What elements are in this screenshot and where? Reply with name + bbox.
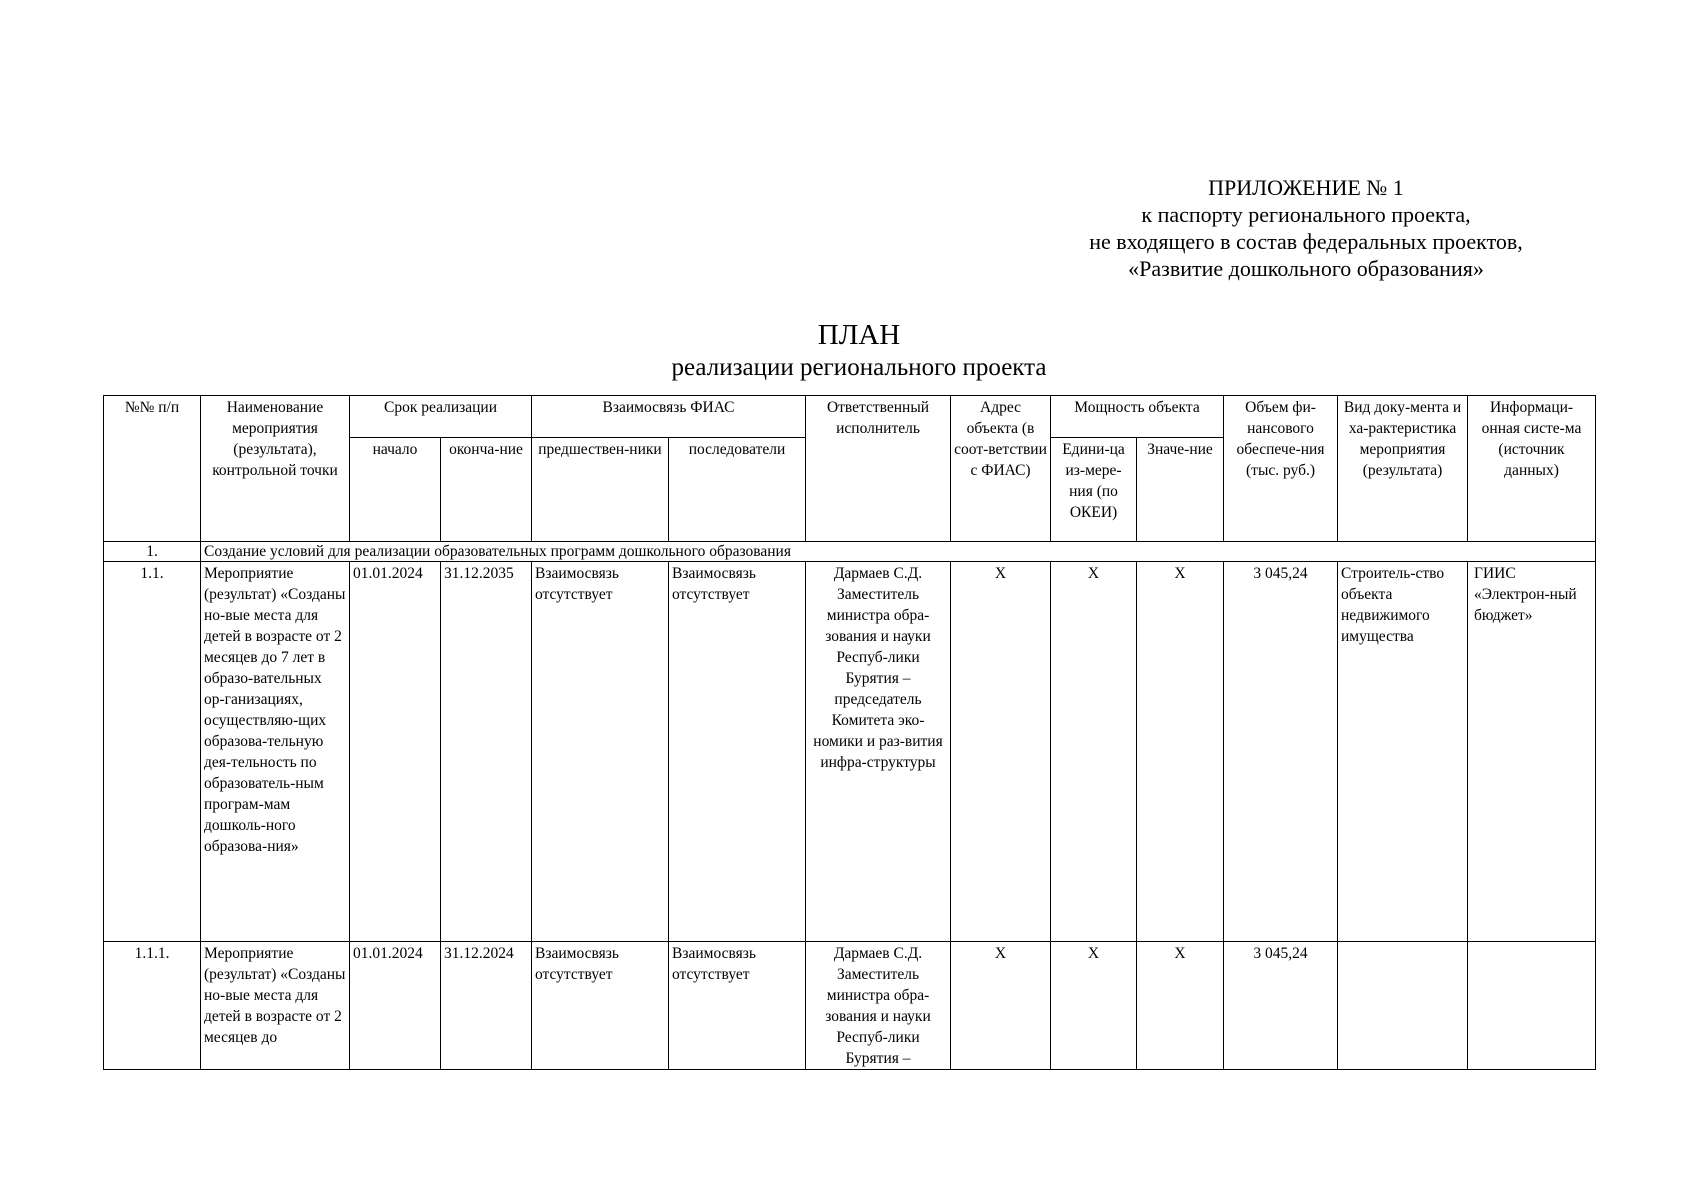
header-capacity-unit: Едини-ца из-мере-ния (по ОКЕИ) xyxy=(1051,438,1137,542)
table-row xyxy=(104,942,1596,1070)
header-finance: Объем фи-нансового обеспече-ния (тыс. руб.) xyxy=(1224,396,1338,542)
row-doc-type: Строитель-ство объекта недвижимого имущества xyxy=(1338,562,1468,942)
header-name: Наименование мероприятия (результата), контрольной точки xyxy=(201,396,350,542)
appendix-number: ПРИЛОЖЕНИЕ № 1 xyxy=(1208,175,1404,200)
row-successors: Взаимосвязь отсутствует xyxy=(669,942,806,1070)
header-capacity: Мощность объекта xyxy=(1051,396,1224,438)
table-row xyxy=(104,562,1596,942)
header-responsible: Ответственный исполнитель xyxy=(806,396,951,542)
row-end-date: 31.12.2024 xyxy=(441,942,532,1070)
row-address: X xyxy=(951,942,1051,1070)
appendix-line-federal: не входящего в состав федеральных проектов, xyxy=(1089,229,1523,254)
header-doc-type: Вид доку-мента и ха-рактеристика мероприятия (результата) xyxy=(1338,396,1468,542)
row-finance: 3 045,24 xyxy=(1224,942,1338,1070)
row-activity-name: Мероприятие (результат) «Созданы но-вые места для детей в возрасте от 2 месяцев до xyxy=(201,942,350,1070)
header-row-top xyxy=(104,396,1596,438)
header-fias-predecessors: предшествен-ники xyxy=(532,438,669,542)
row-responsible: Дармаев С.Д. Заместитель министра обра-зования и науки Респуб-лики Бурятия – председатель Комитета эко-номики и раз-вития инфра-структуры xyxy=(806,562,951,942)
row-responsible: Дармаев С.Д. Заместитель министра обра-зования и науки Респуб-лики Бурятия – xyxy=(806,942,951,1070)
plan-table xyxy=(103,395,1596,1070)
row-value: X xyxy=(1137,942,1224,1070)
row-predecessors: Взаимосвязь отсутствует xyxy=(532,562,669,942)
row-start-date: 01.01.2024 xyxy=(350,942,441,1070)
header-period-end: оконча-ние xyxy=(441,438,532,542)
appendix-header xyxy=(1026,174,1586,282)
header-fias-successors: последователи xyxy=(669,438,806,542)
row-finance: 3 045,24 xyxy=(1224,562,1338,942)
row-unit: X xyxy=(1051,942,1137,1070)
row-num: 1.1. xyxy=(104,562,201,942)
row-successors: Взаимосвязь отсутствует xyxy=(669,562,806,942)
row-info-system xyxy=(1468,942,1596,1070)
header-num: №№ п/п xyxy=(104,396,201,542)
header-period: Срок реализации xyxy=(350,396,532,438)
appendix-line-project-name: «Развитие дошкольного образования» xyxy=(1128,256,1484,281)
row-unit: X xyxy=(1051,562,1137,942)
row-start-date: 01.01.2024 xyxy=(350,562,441,942)
row-end-date: 31.12.2035 xyxy=(441,562,532,942)
document-title: ПЛАН xyxy=(817,319,901,351)
header-period-start: начало xyxy=(350,438,441,542)
row-info-system: ГИИС «Электрон-ный бюджет» xyxy=(1468,562,1596,942)
section-row xyxy=(104,542,1596,562)
appendix-line-passport: к паспорту регионального проекта, xyxy=(1141,202,1471,227)
row-value: X xyxy=(1137,562,1224,942)
header-fias: Взаимосвязь ФИАС xyxy=(532,396,806,438)
header-info-system: Информаци-онная систе-ма (источник данных) xyxy=(1468,396,1596,542)
header-capacity-value: Значе-ние xyxy=(1137,438,1224,542)
section-num: 1. xyxy=(104,542,201,562)
header-address: Адрес объекта (в соот-ветствии с ФИАС) xyxy=(951,396,1051,542)
section-title: Создание условий для реализации образовательных программ дошкольного образования xyxy=(201,542,1596,562)
row-address: X xyxy=(951,562,1051,942)
row-doc-type xyxy=(1338,942,1468,1070)
row-activity-name: Мероприятие (результат) «Созданы но-вые места для детей в возрасте от 2 месяцев до 7 лет в образо-вательных ор-ганизациях, осуществляю-щих образова-тельную дея-тельность по образователь-ным програм-мам дошколь-ного образова-ния» xyxy=(201,562,350,942)
document-subtitle: реализации регионального проекта xyxy=(671,354,1047,381)
row-num: 1.1.1. xyxy=(104,942,201,1070)
row-predecessors: Взаимосвязь отсутствует xyxy=(532,942,669,1070)
